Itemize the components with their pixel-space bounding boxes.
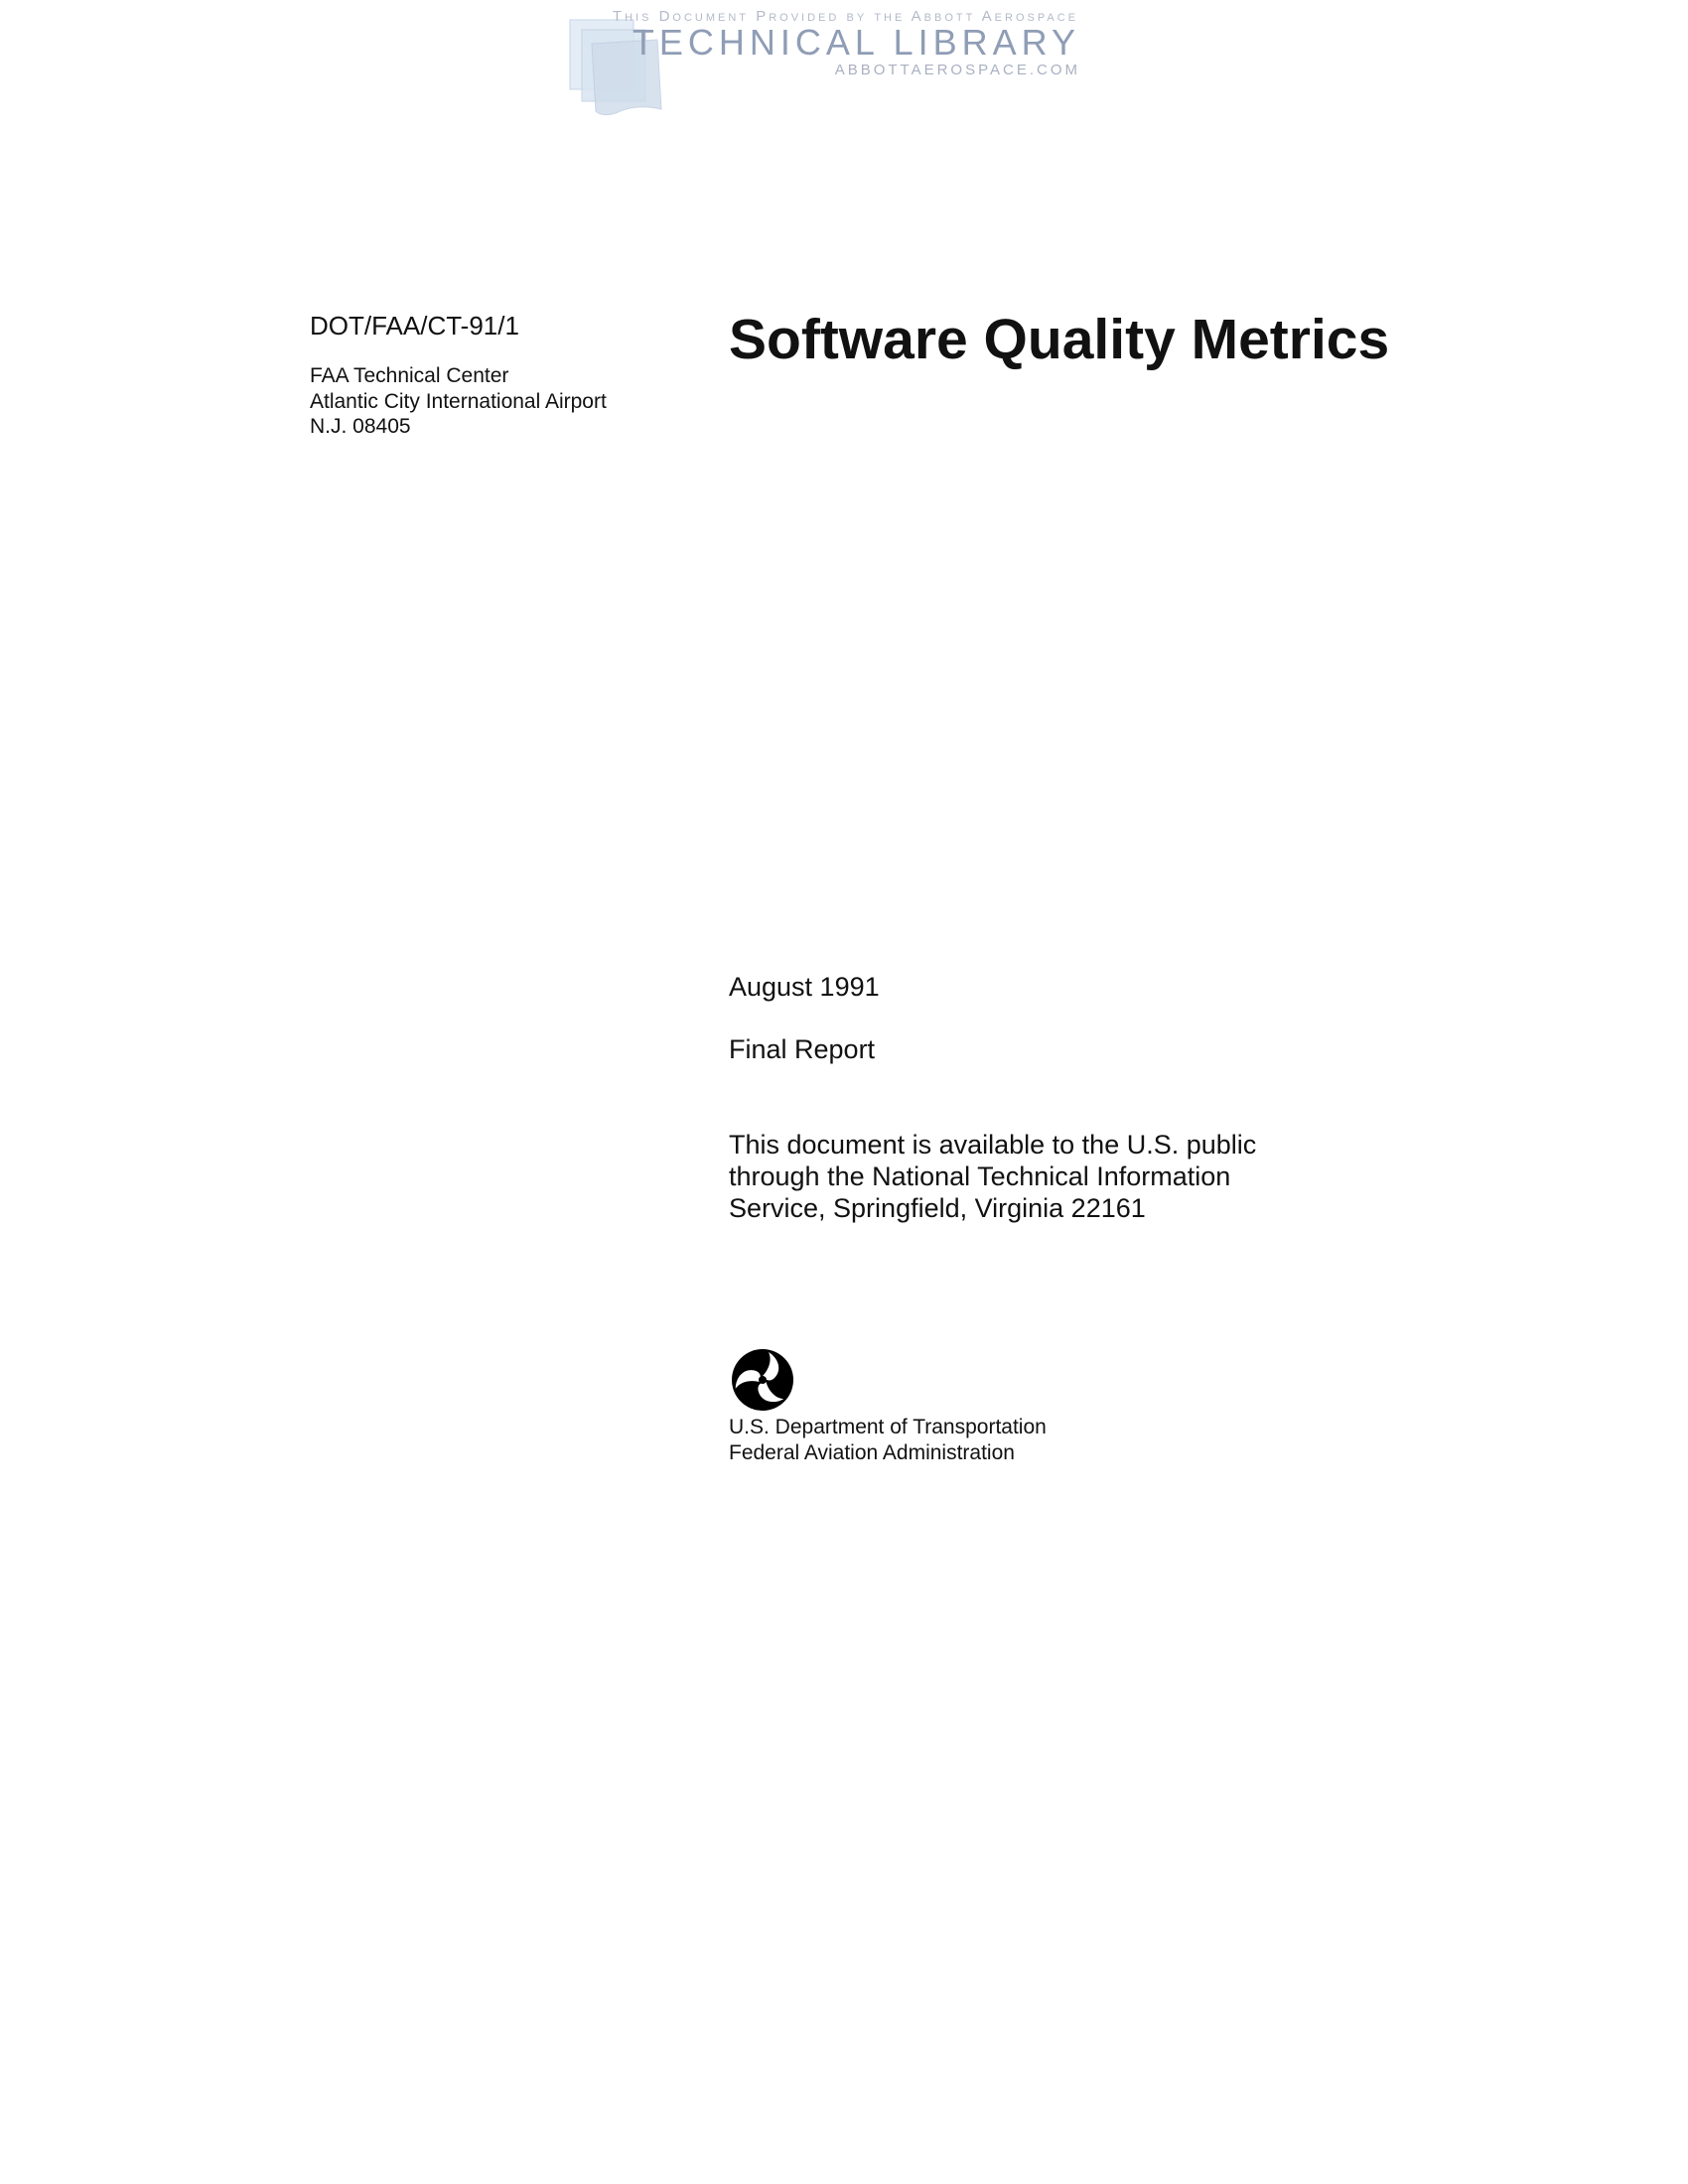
watermark-website: ABBOTTAEROSPACE.COM xyxy=(834,62,1080,78)
availability-line: Service, Springfield, Virginia 22161 xyxy=(729,1193,1146,1223)
publication-date: August 1991 xyxy=(729,972,880,1002)
report-number: DOT/FAA/CT-91/1 xyxy=(310,311,519,341)
address-line: FAA Technical Center xyxy=(310,364,509,387)
watermark-library-name: TECHNICAL LIBRARY xyxy=(632,22,1080,63)
watermark-provided-by: This Document Provided by the Abbott Aerospace xyxy=(612,8,1078,25)
availability-line: through the National Technical Information xyxy=(729,1161,1231,1191)
technical-library-watermark xyxy=(566,4,1082,115)
agency-names xyxy=(729,1415,1047,1465)
agency-line: U.S. Department of Transportation xyxy=(729,1416,1047,1438)
agency-line: Federal Aviation Administration xyxy=(729,1440,1015,1464)
address-line: N.J. 08405 xyxy=(310,415,411,438)
dot-triskelion-logo-icon xyxy=(731,1348,794,1412)
report-header-left xyxy=(310,310,667,440)
availability-statement xyxy=(729,1129,1424,1224)
center-address xyxy=(310,363,667,440)
address-line: Atlantic City International Airport xyxy=(310,389,607,413)
document-title: Software Quality Metrics xyxy=(729,308,1390,371)
report-type: Final Report xyxy=(729,1034,876,1064)
availability-line: This document is available to the U.S. public xyxy=(729,1130,1257,1160)
